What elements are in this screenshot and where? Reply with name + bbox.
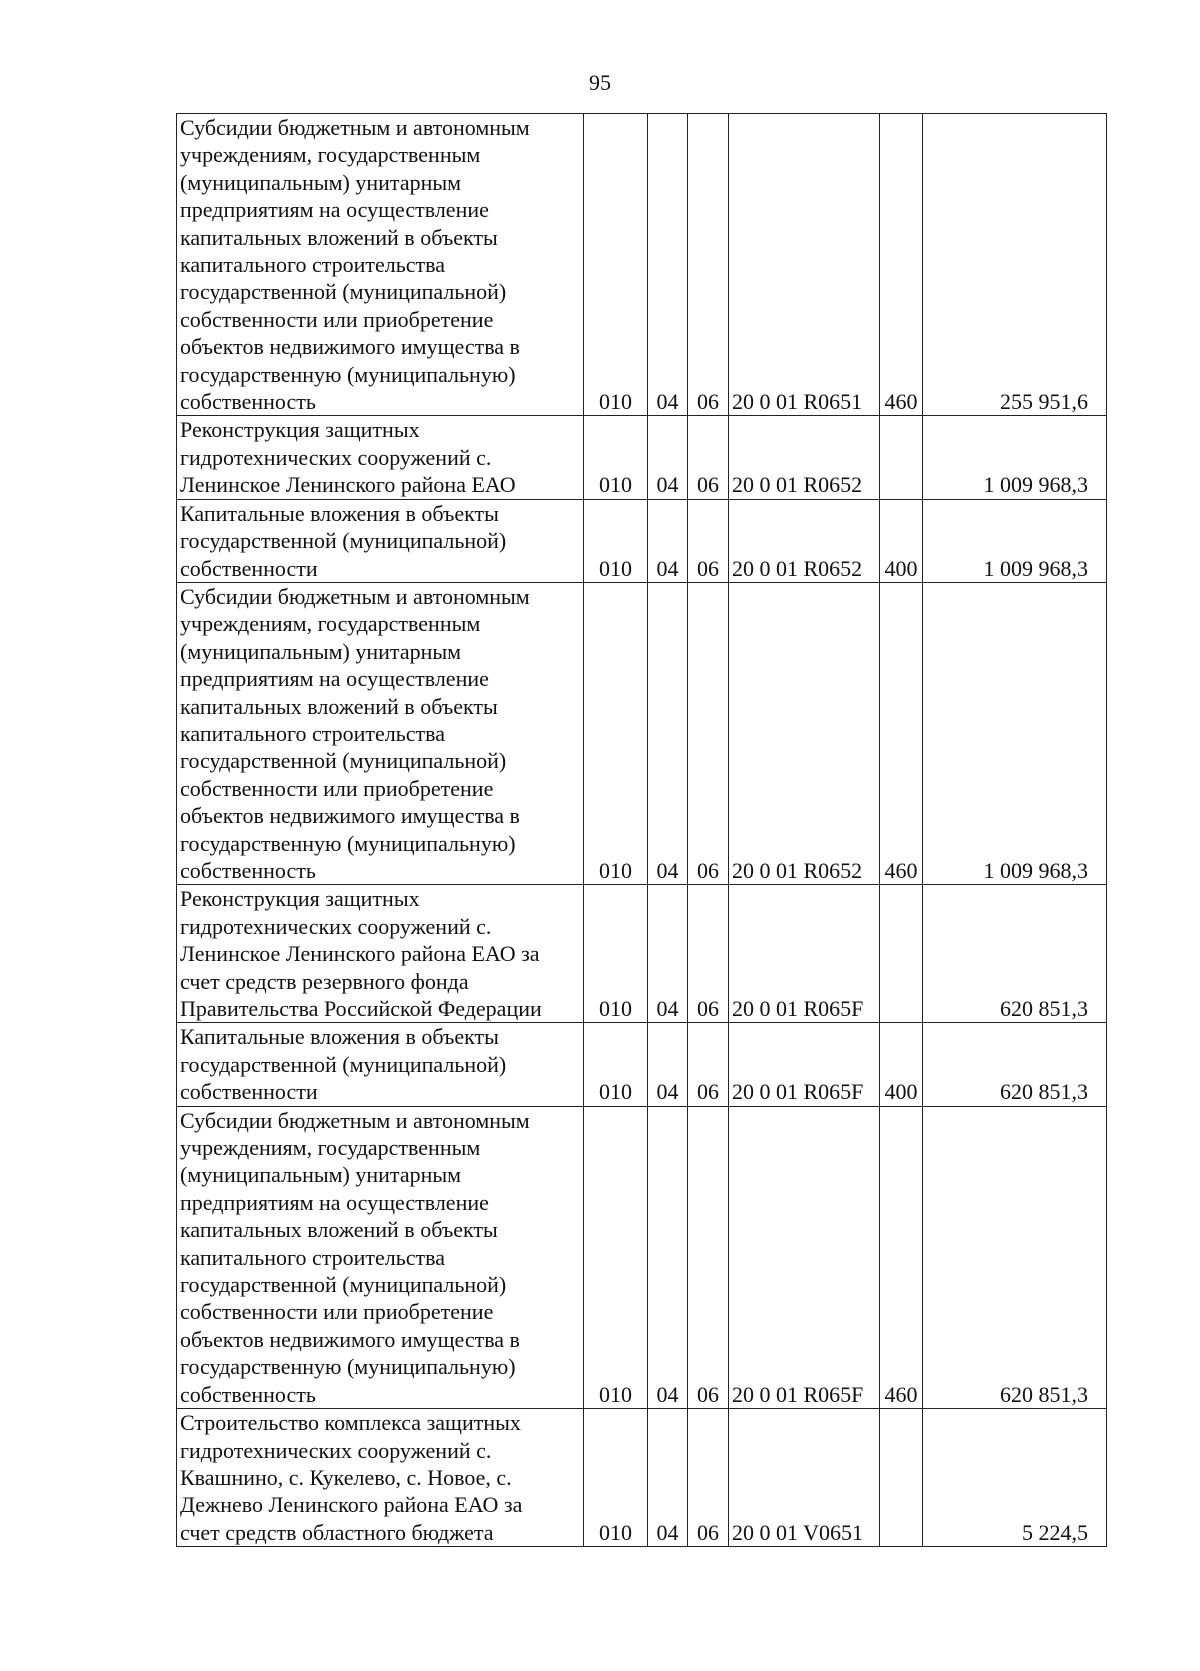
target-article-code: 20 0 01 R0652 [729, 499, 880, 582]
subsection-code: 06 [688, 499, 729, 582]
table-row [177, 114, 1107, 416]
table-row [177, 499, 1107, 582]
row-description: Реконструкция защитных гидротехнических сооружений с. Ленинское Ленинского района ЕАО [177, 416, 584, 499]
budget-table [176, 113, 1107, 1547]
target-article-code: 20 0 01 R065F [729, 885, 880, 1023]
subsection-code: 06 [688, 1106, 729, 1408]
expense-type-code [880, 1409, 923, 1547]
row-description: Реконструкция защитных гидротехнических сооружений с. Ленинское Ленинского района ЕАО за счет средств резервного фонда Правительства Российской Федерации [177, 885, 584, 1023]
target-article-code: 20 0 01 R0652 [729, 582, 880, 884]
amount: 5 224,5 [923, 1409, 1107, 1547]
subsection-code: 06 [688, 1409, 729, 1547]
expense-type-code [880, 885, 923, 1023]
target-article-code: 20 0 01 R0652 [729, 416, 880, 499]
amount: 1 009 968,3 [923, 416, 1107, 499]
row-description: Капитальные вложения в объекты государственной (муниципальной) собственности [177, 1023, 584, 1106]
section-code: 04 [648, 416, 688, 499]
table-row [177, 1023, 1107, 1106]
amount: 255 951,6 [923, 114, 1107, 416]
amount: 620 851,3 [923, 1023, 1107, 1106]
table-row [177, 416, 1107, 499]
subsection-code: 06 [688, 885, 729, 1023]
row-description: Капитальные вложения в объекты государственной (муниципальной) собственности [177, 499, 584, 582]
subsection-code: 06 [688, 114, 729, 416]
row-description: Субсидии бюджетным и автономным учреждениям, государственным (муниципальным) унитарным предприятиям на осуществление капитальных вложений в объекты капитального строительства государственной (муниципальной) собственности или приобретение объектов недвижимого имущества в государственную (муниципальную) собственность [177, 1106, 584, 1408]
ministry-code: 010 [584, 582, 648, 884]
page-number: 95 [589, 70, 611, 95]
subsection-code: 06 [688, 582, 729, 884]
row-description: Субсидии бюджетным и автономным учреждениям, государственным (муниципальным) унитарным предприятиям на осуществление капитальных вложений в объекты капитального строительства государственной (муниципальной) собственности или приобретение объектов недвижимого имущества в государственную (муниципальную) собственность [177, 582, 584, 884]
ministry-code: 010 [584, 499, 648, 582]
amount: 1 009 968,3 [923, 582, 1107, 884]
ministry-code: 010 [584, 416, 648, 499]
subsection-code: 06 [688, 1023, 729, 1106]
table-row [177, 885, 1107, 1023]
ministry-code: 010 [584, 1409, 648, 1547]
expense-type-code: 460 [880, 582, 923, 884]
section-code: 04 [648, 885, 688, 1023]
section-code: 04 [648, 1409, 688, 1547]
ministry-code: 010 [584, 114, 648, 416]
ministry-code: 010 [584, 885, 648, 1023]
expense-type-code: 400 [880, 499, 923, 582]
expense-type-code: 460 [880, 1106, 923, 1408]
target-article-code: 20 0 01 V0651 [729, 1409, 880, 1547]
table-row [177, 1409, 1107, 1547]
expense-type-code: 460 [880, 114, 923, 416]
expense-type-code [880, 416, 923, 499]
section-code: 04 [648, 582, 688, 884]
section-code: 04 [648, 1023, 688, 1106]
amount: 1 009 968,3 [923, 499, 1107, 582]
section-code: 04 [648, 499, 688, 582]
section-code: 04 [648, 114, 688, 416]
table-row [177, 1106, 1107, 1408]
section-code: 04 [648, 1106, 688, 1408]
target-article-code: 20 0 01 R065F [729, 1023, 880, 1106]
amount: 620 851,3 [923, 1106, 1107, 1408]
ministry-code: 010 [584, 1106, 648, 1408]
target-article-code: 20 0 01 R0651 [729, 114, 880, 416]
amount: 620 851,3 [923, 885, 1107, 1023]
ministry-code: 010 [584, 1023, 648, 1106]
table-row [177, 582, 1107, 884]
row-description: Строительство комплекса защитных гидротехнических сооружений с. Квашнино, с. Кукелево, с. Новое, с. Дежнево Ленинского района ЕАО за счет средств областного бюджета [177, 1409, 584, 1547]
subsection-code: 06 [688, 416, 729, 499]
row-description: Субсидии бюджетным и автономным учреждениям, государственным (муниципальным) унитарным предприятиям на осуществление капитальных вложений в объекты капитального строительства государственной (муниципальной) собственности или приобретение объектов недвижимого имущества в государственную (муниципальную) собственность [177, 114, 584, 416]
expense-type-code: 400 [880, 1023, 923, 1106]
target-article-code: 20 0 01 R065F [729, 1106, 880, 1408]
